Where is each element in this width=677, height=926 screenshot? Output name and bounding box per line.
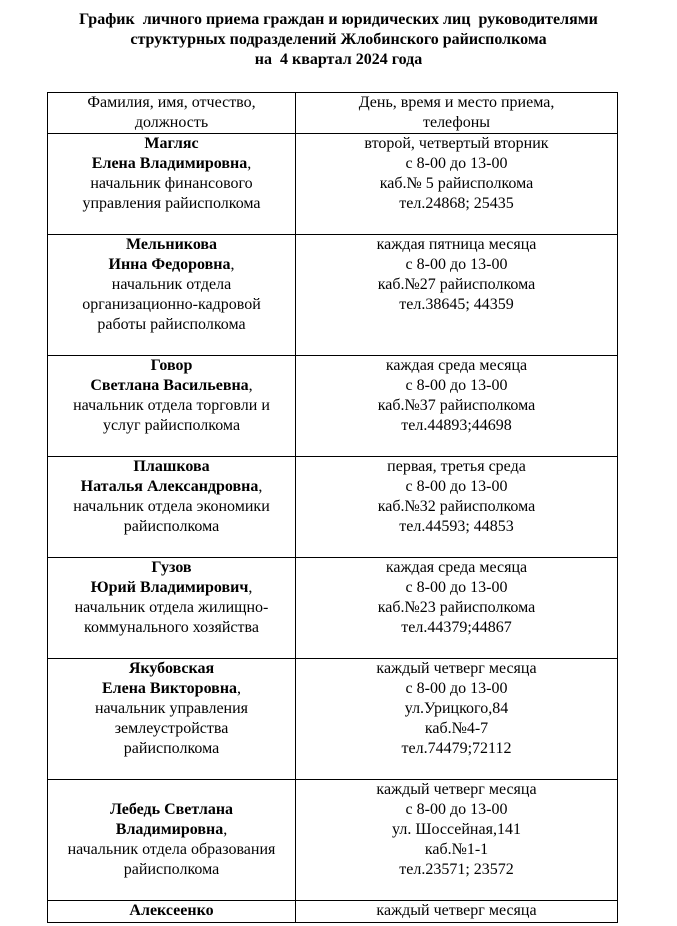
person-name-line <box>48 356 295 376</box>
table-row <box>48 558 618 659</box>
name-suffix: , <box>230 256 235 273</box>
reception-line: тел.23571; 23572 <box>399 861 514 878</box>
reception-line: с 8-00 до 13-00 <box>405 478 508 495</box>
person-cell <box>48 134 296 235</box>
column-header-person-line: Фамилия, имя, отчество, <box>87 94 256 111</box>
reception-line: каждый четверг месяца <box>376 660 537 677</box>
reception-line: с 8-00 до 13-00 <box>405 155 508 172</box>
column-header-reception <box>296 93 618 134</box>
position-line: начальник отдела образования <box>67 841 276 858</box>
position-line: начальник отдела торговли и <box>73 397 270 414</box>
reception-line: каб.№ 5 райисполкома <box>379 175 534 192</box>
reception-line: тел.44893;44698 <box>401 417 512 434</box>
reception-cell <box>296 659 618 780</box>
column-header-person <box>48 93 296 134</box>
reception-line: с 8-00 до 13-00 <box>405 579 508 596</box>
person-name-line <box>48 558 295 578</box>
reception-line: каб.№4-7 <box>424 720 489 737</box>
person-name-line <box>48 457 295 477</box>
person-name: Елена Владимировна <box>91 155 248 172</box>
person-name-line <box>48 376 295 396</box>
position-line: услуг райисполкома <box>102 417 241 434</box>
document-title <box>0 10 677 70</box>
table-row <box>48 780 618 901</box>
reception-line: ул. Шоссейная,141 <box>392 821 521 838</box>
title-line-1: График личного приема граждан и юридических лиц руководителями <box>79 11 598 28</box>
reception-cell <box>296 457 618 558</box>
position-line: начальник отдела жилищно- <box>74 599 269 616</box>
name-suffix: , <box>248 377 253 394</box>
reception-line: каждая среда месяца <box>385 559 528 576</box>
position-line: райисполкома <box>123 518 220 535</box>
reception-line: каб.№32 райисполкома <box>377 498 536 515</box>
name-suffix: , <box>247 155 252 172</box>
person-name-line <box>48 255 295 275</box>
reception-cell <box>296 558 618 659</box>
position-line: райисполкома <box>123 861 220 878</box>
reception-line: тел.44593; 44853 <box>399 518 514 535</box>
table-row <box>48 457 618 558</box>
table-body <box>48 134 618 923</box>
person-cell <box>48 356 296 457</box>
reception-line: с 8-00 до 13-00 <box>405 680 508 697</box>
person-name: Юрий Владимирович <box>90 579 249 596</box>
reception-cell <box>296 901 618 923</box>
name-suffix: , <box>237 680 242 697</box>
column-header-reception-line: День, время и место приема, <box>358 94 555 111</box>
reception-line: каждый четверг месяца <box>376 902 537 919</box>
person-cell <box>48 235 296 356</box>
person-name-line <box>48 800 295 820</box>
person-name: Инна Федоровна <box>108 256 231 273</box>
reception-line: каждая среда месяца <box>385 357 528 374</box>
position-line: начальник управления <box>94 700 249 717</box>
column-header-person-line: должность <box>134 114 209 131</box>
reception-line: каб.№27 райисполкома <box>377 276 536 293</box>
position-line: райисполкома <box>123 740 220 757</box>
reception-line: второй, четвертый вторник <box>364 135 549 152</box>
reception-line: каб.№1-1 <box>424 841 489 858</box>
position-line: начальник отдела экономики <box>73 498 270 515</box>
reception-line: первая, третья среда <box>387 458 526 475</box>
reception-cell <box>296 780 618 901</box>
person-cell <box>48 901 296 923</box>
person-name: Плашкова <box>133 458 210 475</box>
column-header-reception-line: телефоны <box>422 114 491 131</box>
person-cell <box>48 558 296 659</box>
position-line: организационно-кадровой <box>82 296 261 313</box>
position-line: коммунального хозяйства <box>84 619 259 636</box>
name-suffix: , <box>223 821 228 838</box>
reception-line: каждая пятница месяца <box>376 236 537 253</box>
reception-line: тел.24868; 25435 <box>399 195 514 212</box>
person-name: Якубовская <box>128 660 215 677</box>
person-name-line <box>48 235 295 255</box>
person-name-line <box>48 820 295 840</box>
reception-line: тел.44379;44867 <box>401 619 512 636</box>
person-name: Мельникова <box>125 236 218 253</box>
table-row <box>48 356 618 457</box>
person-name: Говор <box>150 357 193 374</box>
table-header-row <box>48 93 618 134</box>
reception-line: ул.Урицкого,84 <box>404 700 509 717</box>
person-name-line <box>48 679 295 699</box>
table-row <box>48 134 618 235</box>
reception-line: тел.38645; 44359 <box>399 296 514 313</box>
person-name-line <box>48 659 295 679</box>
person-cell <box>48 457 296 558</box>
person-name: Елена Викторовна <box>101 680 238 697</box>
name-suffix: , <box>248 579 253 596</box>
person-cell <box>48 780 296 901</box>
person-cell <box>48 659 296 780</box>
table-row <box>48 235 618 356</box>
reception-line: каб.№23 райисполкома <box>377 599 536 616</box>
person-name: Владимировна <box>115 821 224 838</box>
reception-cell <box>296 356 618 457</box>
reception-schedule-table <box>47 92 618 923</box>
person-name-line <box>48 477 295 497</box>
person-name: Наталья Александровна <box>80 478 259 495</box>
person-name: Гузов <box>151 559 192 576</box>
position-line: начальник отдела <box>111 276 232 293</box>
position-line: управления райисполкома <box>82 195 261 212</box>
position-line: землеустройства <box>114 720 229 737</box>
reception-line: каждый четверг месяца <box>376 781 537 798</box>
person-name: Магляс <box>144 135 199 152</box>
position-line: начальник финансового <box>90 175 253 192</box>
name-suffix: , <box>258 478 263 495</box>
position-line: работы райисполкома <box>97 316 246 333</box>
person-name-line <box>48 134 295 154</box>
reception-cell <box>296 235 618 356</box>
person-name-line <box>48 901 295 921</box>
person-name-line <box>48 578 295 598</box>
title-line-2: структурных подразделений Жлобинского райисполкома <box>130 31 547 48</box>
reception-line: каб.№37 райисполкома <box>377 397 536 414</box>
reception-line: с 8-00 до 13-00 <box>405 377 508 394</box>
reception-line: тел.74479;72112 <box>401 740 512 757</box>
title-line-3: на 4 квартал 2024 года <box>254 51 423 68</box>
person-name: Светлана Васильевна <box>90 377 249 394</box>
person-name-line <box>48 154 295 174</box>
table-row <box>48 659 618 780</box>
reception-cell <box>296 134 618 235</box>
person-name: Лебедь Светлана <box>109 801 234 818</box>
reception-line: с 8-00 до 13-00 <box>405 801 508 818</box>
person-name: Алексеенко <box>129 902 214 919</box>
reception-line: с 8-00 до 13-00 <box>405 256 508 273</box>
table-row <box>48 901 618 923</box>
